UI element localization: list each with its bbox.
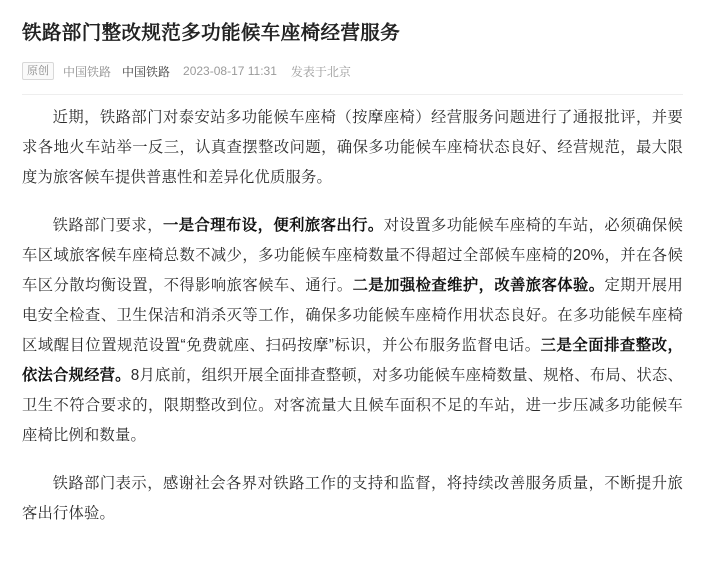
paragraph-3 <box>22 469 683 529</box>
meta-source: 中国铁路 <box>63 64 112 79</box>
body-text: 8月底前，组织开展全面排查整顿，对多功能候车座椅数量、规格、布局、状态、卫生不符合要求的，限期整改到位。对客流量大且候车面积不足的车站，进一步压减多功能候车座椅比例和数量。 <box>22 367 683 444</box>
emphasis-text: 一是合理布设，便利旅客出行。 <box>162 217 384 234</box>
meta-account-link[interactable]: 中国铁路 <box>122 64 171 79</box>
article-meta <box>22 62 683 80</box>
header-divider <box>22 94 683 95</box>
paragraph-2 <box>22 211 683 451</box>
paragraph-1 <box>22 103 683 193</box>
body-text: 铁路部门要求， <box>52 217 163 234</box>
status-badge: 原创 <box>22 62 54 80</box>
meta-timestamp: 2023-08-17 11:31 <box>183 64 277 78</box>
body-text: 对设置多功能候车座椅的车站，必须确保候车区域旅客候车座椅总数不减少，多功能候车座椅数量不得超过全部候车座椅的20%，并在各候车区分散均衡设置，不得影响旅客候车、通行。 <box>22 217 683 294</box>
emphasis-text: 三是全面排查整改，依法合规经营。 <box>22 337 683 384</box>
emphasis-text: 二是加强检查维护，改善旅客体验。 <box>352 277 605 294</box>
body-text: 近期，铁路部门对泰安站多功能候车座椅（按摩座椅）经营服务问题进行了通报批评，并要求各地火车站举一反三，认真查摆整改问题，确保多功能候车座椅状态良好、经营规范，最大限度为旅客候车提供普惠性和差异化优质服务。 <box>22 109 683 186</box>
body-text: 铁路部门表示，感谢社会各界对铁路工作的支持和监督，将持续改善服务质量，不断提升旅客出行体验。 <box>22 475 683 522</box>
meta-location: 发表于北京 <box>290 64 351 79</box>
page-title: 铁路部门整改规范多功能候车座椅经营服务 <box>22 22 401 44</box>
article-body <box>22 103 683 529</box>
body-text: 定期开展用电安全检查、卫生保洁和消杀灭等工作，确保多功能候车座椅作用状态良好。在多功能候车座椅区域醒目位置规范设置“免费就座、扫码按摩”标识，并公布服务监督电话。 <box>22 277 684 354</box>
